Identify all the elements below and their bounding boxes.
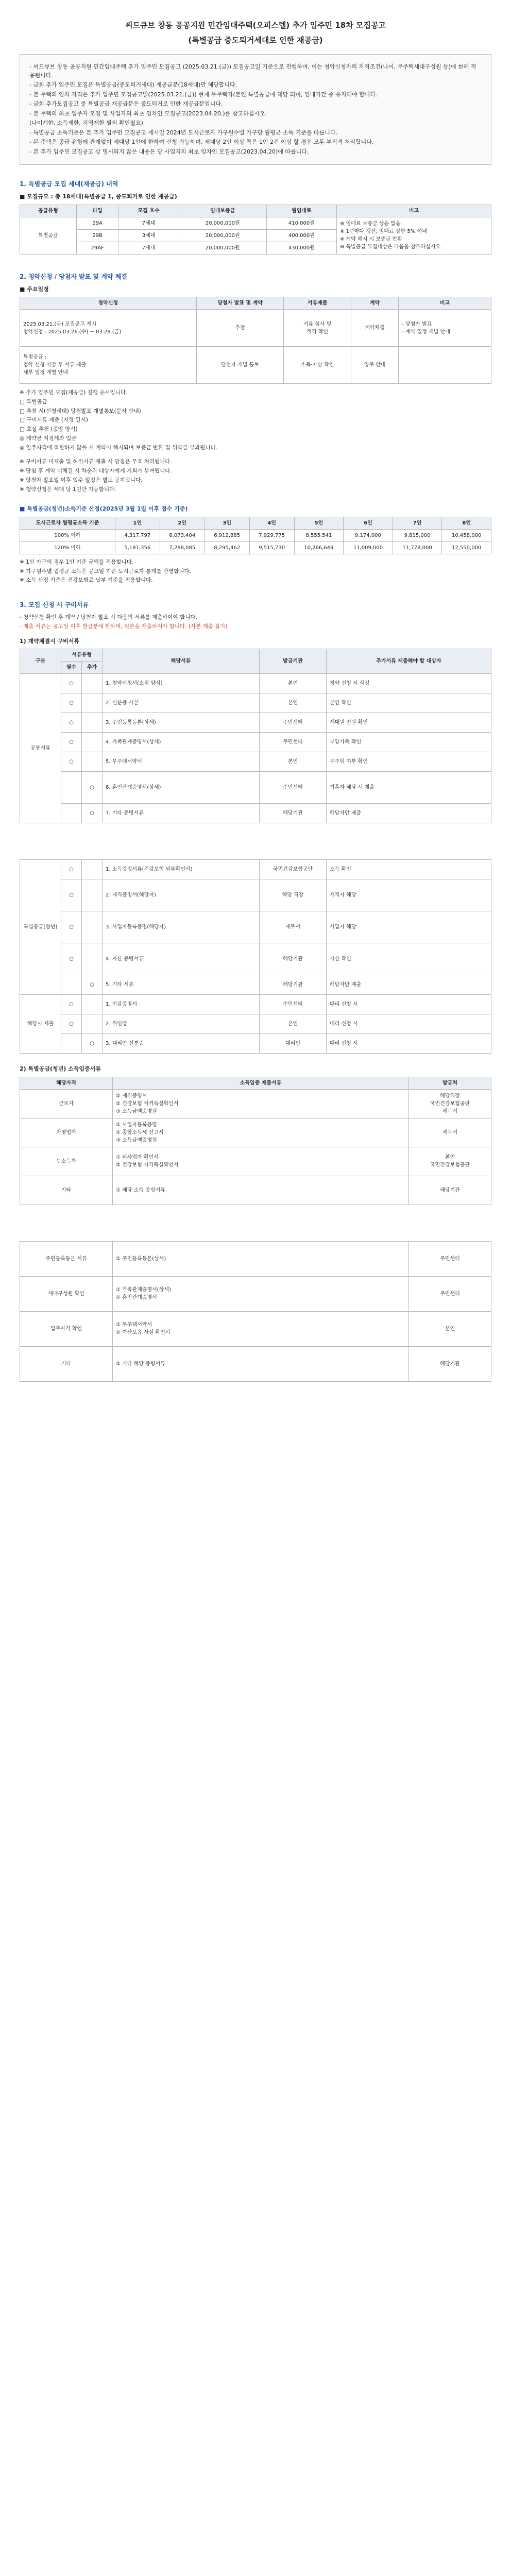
table-cell: ① 가족관계증명서(상세) ② 혼인관계증명서 [113, 1276, 409, 1311]
table-cell: 2. 신분증 사본 [103, 693, 260, 713]
section1-subtitle: ■ 모집규모 : 총 18세대(특별공급 1, 중도퇴거로 인한 재공급) [20, 193, 177, 200]
table-cell: 20,000,000원 [179, 217, 266, 229]
note-line: ※ 추가 입주민 모집(재공급) 진행 순서입니다. [20, 389, 128, 396]
table-cell: 사업자 해당 [327, 911, 491, 943]
col-header: 발급기관 [260, 649, 327, 674]
col-header: 1인 [115, 517, 160, 529]
table-cell: ○ [82, 975, 103, 995]
table-cell: - 당첨자 발표 - 계약 일정 개별 안내 [399, 310, 491, 347]
table-row [20, 911, 491, 943]
table-cell: 소득 확인 [327, 860, 491, 879]
col-header: 해당서류 [103, 649, 260, 674]
table-cell: 본인 확인 [327, 693, 491, 713]
table-cell: 주민등록등본 서류 [20, 1241, 113, 1276]
table-cell: 본인 [260, 752, 327, 772]
table-cell: 추첨 [196, 310, 284, 347]
col-header: 해당자격 [20, 1077, 113, 1089]
table-cell: 서류 심사 및 적격 확인 [284, 310, 351, 347]
table-cell: 부양가족 확인 [327, 733, 491, 752]
table-cell [82, 733, 103, 752]
table-cell: ① 기타 해당 증빙서류 [113, 1346, 409, 1381]
col-header: 도시근로자 월평균소득 기준 [20, 517, 115, 529]
table-row [20, 693, 491, 713]
table-row [20, 1241, 491, 1276]
doc-group-name: 공통서류 [20, 674, 61, 823]
table-cell [82, 879, 103, 911]
table-cell: 소득·자산 확인 [284, 347, 351, 384]
col-header: 월임대료 [266, 205, 336, 217]
table-row [20, 1034, 491, 1054]
notice-line: - 금회 추가모집공고 중 특별공급 재공급분은 중도퇴거로 인한 재공급분입니다. [29, 100, 223, 107]
note-line: □ 추첨 시(신청세대) 당첨발표 개별통보(문자 안내) [20, 408, 141, 414]
note-line: ◎ 계약금 지정계좌 입금 [20, 435, 77, 442]
note-line: ※ 소득 산정 기준은 건강보험료 납부 기준을 적용합니다. [20, 577, 153, 584]
col-header: 5인 [294, 517, 344, 529]
col-header: 4인 [249, 517, 294, 529]
table-cell: 8,295,462 [205, 541, 249, 554]
table-cell: 7세대 [118, 242, 179, 254]
table-cell: 본인 [260, 674, 327, 693]
table-cell: 7,288,085 [160, 541, 205, 554]
table-cell: 무소득자 [20, 1147, 113, 1176]
table-cell: 6. 혼인관계증명서(상세) [103, 772, 260, 804]
table-cell: 12,550,000 [442, 541, 491, 554]
col-header: 소득입증 제출서류 [113, 1077, 409, 1089]
table-cell: 본인 국민건강보험공단 [409, 1147, 491, 1176]
notice-line: - 특별공급 소득기준은 본 추가 입주민 모집공고 게시일 2024년 도시근로자 가구원수별 가구당 월평균 소득 기준을 따릅니다. [29, 129, 337, 136]
table-cell: 대리 신청 시 [327, 1014, 491, 1034]
table-cell: ○ [61, 995, 82, 1014]
table-row [20, 772, 491, 804]
table-cell: 대리 신청 시 [327, 995, 491, 1014]
note-line: ※ 당첨 후 계약 미체결 시 차순위 대상자에게 기회가 부여됩니다. [20, 468, 172, 474]
note-line: - 제출 서류는 공고일 이후 발급분에 한하며, 원본을 제출하여야 합니다. (사본 제출 불가) [20, 623, 228, 630]
table-cell [82, 693, 103, 713]
table-cell [61, 804, 82, 823]
table-cell: 주민센터 [260, 733, 327, 752]
table-cell: 2. 위임장 [103, 1014, 260, 1034]
table-row [20, 1311, 491, 1346]
table-cell: 근로자 [20, 1089, 113, 1118]
table-cell: 해당자만 제출 [327, 975, 491, 995]
notice-line: - 씨드큐브 창동 공공지원 민간임대주택 추가 입주민 모집공고 (2025.03.21.(금)) 모집공고일 기준으로 진행하며, 이는 청약신청자의 자격조건(나이, 무주택세대구성원 등)에 한해 적용됩니다. [29, 63, 476, 79]
table-cell: 청약 신청 시 작성 [327, 674, 491, 693]
col-header: 8인 [442, 517, 491, 529]
table-cell [61, 1034, 82, 1054]
table-cell: 계약체결 [351, 310, 398, 347]
table-cell: 120% 이하 [20, 541, 115, 554]
table-row [20, 975, 491, 995]
schedule-table [20, 297, 491, 384]
table-cell: ○ [61, 911, 82, 943]
documents-table-2 [20, 859, 491, 1054]
section2-title: 2. 청약신청 / 당첨자 발표 및 계약 체결 [20, 273, 127, 280]
table-cell: 해당기관 [260, 804, 327, 823]
table-row [20, 310, 491, 347]
table-cell: 20,000,000원 [179, 229, 266, 242]
table-cell: 29A [76, 217, 118, 229]
table-cell [82, 1014, 103, 1034]
table-cell: 특별공급 : 청약 신청 마감 후 서류 제출 세부 일정 개별 안내 [20, 347, 197, 384]
note-line: □ 특별공급 [20, 398, 47, 405]
table-cell: 1. 인감증명서 [103, 995, 260, 1014]
table-cell: 주민센터 [409, 1241, 491, 1276]
table-cell: 10,458,000 [442, 529, 491, 541]
docs-subtitle: 1) 계약체결시 구비서류 [20, 637, 79, 645]
table-row [20, 217, 491, 229]
col-header: 추가 [82, 662, 103, 674]
table-cell [82, 911, 103, 943]
table-cell: ○ [61, 943, 82, 975]
section3-intro [20, 614, 491, 631]
table-cell: 주민센터 [260, 713, 327, 733]
table-row [20, 804, 491, 823]
table-cell: 세대원 전원 확인 [327, 713, 491, 733]
table-cell [82, 713, 103, 733]
table-cell: ① 재직증명서 ② 건강보험 자격득실확인서 ③ 소득금액증명원 [113, 1089, 409, 1118]
table-cell: 세무서 [409, 1118, 491, 1147]
income-title: ■ 특별공급(청년)소득기준 산정(2025년 3월 1일 이후 접수 기준) [20, 505, 188, 513]
table-cell: 국민건강보험공단 [260, 860, 327, 879]
table-cell: ○ [61, 1014, 82, 1034]
notice-line: - 본 주택은 공급 유형에 관계없이 세대당 1인에 한하여 신청 가능하며, 세대당 2인 이상 특은 1인 2건 이상 할 경우 모두 부적격 처리합니다. [29, 139, 374, 145]
table-cell: 100% 이하 [20, 529, 115, 541]
table-row [20, 943, 491, 975]
table-row [20, 733, 491, 752]
table-row [20, 879, 491, 911]
table-cell: 해당기관 [409, 1176, 491, 1205]
col-header: 타입 [76, 205, 118, 217]
table-cell: 세대구성원 확인 [20, 1276, 113, 1311]
table-cell [61, 975, 82, 995]
notice-line: - 본 추가 입주민 모집공고 상 명시되지 않은 내용은 당 사업지의 최초 임차인 모집공고(2023.04.20)에 따릅니다. [29, 148, 309, 155]
col-header: 구분 [20, 649, 61, 674]
table-cell: 3. 사업자등록증명(해당자) [103, 911, 260, 943]
table-cell: 무주택 여부 확인 [327, 752, 491, 772]
col-header: 계약 [351, 297, 398, 310]
col-header: 3인 [205, 517, 249, 529]
table-row [20, 541, 491, 554]
table-cell: 430,000원 [266, 242, 336, 254]
section1-title: 1. 특별공급 모집 세대(재공급) 내역 [20, 180, 118, 188]
col-header: 추가서류 제출해야 할 대상자 [327, 649, 491, 674]
supply-remark: ※ 임대료 보증금 상승 없음 ※ 1년마다 갱신, 임대료 상한 5% 이내 ※ 계약 해지 시 보증금 반환 ※ 특별공급 모집대상은 다음을 참조하십시오. [337, 217, 491, 254]
table-cell: 6,073,404 [160, 529, 205, 541]
section3-title: 3. 모집 신청 시 구비서류 [20, 601, 89, 608]
table-cell: 29B [76, 229, 118, 242]
table-cell: 대리 신청 시 [327, 1034, 491, 1054]
income-table [20, 517, 491, 554]
table-cell: ① 해당 소득 증빙서류 [113, 1176, 409, 1205]
table-row [20, 529, 491, 541]
page-title: 씨드큐브 창동 공공지원 민간임대주택(오피스텔) 추가 입주민 18차 모집공고 [125, 21, 386, 30]
col-header: 2인 [160, 517, 205, 529]
table-row [20, 713, 491, 733]
col-header: 비고 [337, 205, 491, 217]
table-row [20, 347, 491, 384]
table-row [20, 752, 491, 772]
table-cell: 자산 확인 [327, 943, 491, 975]
table-cell: 4. 자산 증빙서류 [103, 943, 260, 975]
table-cell: ○ [82, 772, 103, 804]
col-header: 모집 호수 [118, 205, 179, 217]
table-cell: 본인 [409, 1311, 491, 1346]
table-cell: 11,009,000 [344, 541, 393, 554]
table-cell: 입주 안내 [351, 347, 398, 384]
table-cell: 기혼자 해당 시 제출 [327, 772, 491, 804]
table-cell [82, 860, 103, 879]
note-line: ※ 청약신청은 세대 당 1인만 가능합니다. [20, 486, 116, 493]
section2-subtitle: ■ 주요일정 [20, 285, 49, 293]
table-row [20, 1346, 491, 1381]
col-header: 6인 [344, 517, 393, 529]
table-row [20, 1089, 491, 1118]
note-line: □ 호실 추첨 (중앙 방식) [20, 426, 78, 432]
table-cell: 3. 주민등록등본(상세) [103, 713, 260, 733]
table-cell: 20,000,000원 [179, 242, 266, 254]
table-row [20, 1147, 491, 1176]
documents-table [20, 649, 491, 823]
notice-line: (나이계한, 소득제한, 지역제한 별외 확인필요) [29, 120, 143, 126]
table-cell: 3. 대리인 신분증 [103, 1034, 260, 1054]
table-cell: 기타 [20, 1176, 113, 1205]
table-cell: ○ [61, 693, 82, 713]
table-row [20, 860, 491, 879]
table-cell: 대리인 [260, 1034, 327, 1054]
table-cell: 7세대 [118, 217, 179, 229]
supply-category: 특별공급 [20, 217, 77, 254]
income-docs-table [20, 1077, 491, 1205]
table-row [20, 1118, 491, 1147]
notice-line: - 금회 추가 입주민 모집은 특별공급(중도퇴거세대) 재공급분(18세대)만 해당합니다. [29, 81, 237, 88]
notice-line: - 본 주택의 임차 자격은 추가 입주민 모집공고일(2025.03.21.(금)) 현재 무주택자(본인 특별공급에 해당 되며, 임대기간 중 유지해야 합니다. [29, 91, 378, 98]
table-row [20, 1276, 491, 1311]
table-cell: 3세대 [118, 229, 179, 242]
note-line: - 청약신청 확인 후 계약 / 당첨자 발표 시 다음의 서류를 제출하여야 합니다. [20, 614, 197, 620]
table-cell: 7. 기타 증빙서류 [103, 804, 260, 823]
note-line: ◎ 입주자격에 적합하지 않을 시 계약이 해지되며 보증금 반환 및 위약금 부과됩니다. [20, 444, 217, 451]
table-cell: 당첨자 개별 통보 [196, 347, 284, 384]
table-cell: 9,174,000 [344, 529, 393, 541]
col-header: 청약신청 [20, 297, 197, 310]
table-cell: 해당직장 국민건강보험공단 세무서 [409, 1089, 491, 1118]
table-cell: 1. 소득증빙서류(건강보험 납부확인서) [103, 860, 260, 879]
note-line: ※ 가구원수별 월평균 소득은 공고일 기준 도시근로자 통계를 반영합니다. [20, 568, 191, 574]
note-line: ※ 1인 가구의 경우 1인 기준 금액을 적용합니다. [20, 558, 134, 565]
table-cell: ○ [61, 752, 82, 772]
table-cell: 해당기관 [260, 975, 327, 995]
col-header: 비고 [399, 297, 491, 310]
table-cell: 세무서 [260, 911, 327, 943]
table-cell: 5. 기타 서류 [103, 975, 260, 995]
table-cell: 9,515,730 [249, 541, 294, 554]
table-cell [399, 347, 491, 384]
table-cell: ○ [61, 860, 82, 879]
table-cell: ○ [82, 804, 103, 823]
table-cell: 해당자만 제출 [327, 804, 491, 823]
table-cell [82, 995, 103, 1014]
table-cell: ① 사업자등록증명 ② 종합소득세 신고서 ③ 소득금액증명원 [113, 1118, 409, 1147]
table-row [20, 1176, 491, 1205]
col-header: 당첨자 발표 및 계약 [196, 297, 284, 310]
table-cell: 4,317,797 [115, 529, 160, 541]
additional-docs-table [20, 1241, 491, 1382]
supply-table [20, 205, 491, 255]
col-header: 서류제출 [284, 297, 351, 310]
table-cell: 5,181,356 [115, 541, 160, 554]
table-cell: ○ [82, 1034, 103, 1054]
table-cell: 5. 무주택서약서 [103, 752, 260, 772]
table-cell [82, 674, 103, 693]
table-cell: 재직자 해당 [327, 879, 491, 911]
table-cell: 자영업자 [20, 1118, 113, 1147]
col-header: 공급유형 [20, 205, 77, 217]
col-header: 발급처 [409, 1077, 491, 1089]
table-cell: 본인 [260, 693, 327, 713]
table-cell: 해당기관 [260, 943, 327, 975]
table-cell: 해당기관 [409, 1346, 491, 1381]
table-cell: ① 비사업자 확인서 ② 건강보험 자격득실확인서 [113, 1147, 409, 1176]
table-row [20, 995, 491, 1014]
table-cell: ○ [61, 674, 82, 693]
table-row [20, 674, 491, 693]
table-cell: ① 무주택서약서 ② 자산보유 사실 확인서 [113, 1311, 409, 1346]
table-cell: ○ [61, 713, 82, 733]
table-cell: ① 주민등록등본(상세) [113, 1241, 409, 1276]
table-cell [82, 943, 103, 975]
table-cell: 29AF [76, 242, 118, 254]
notice-box [20, 54, 491, 165]
table-cell: 1. 청약신청서(소정 양식) [103, 674, 260, 693]
doc-group-name: 특별공급(청년) [20, 860, 61, 995]
table-row [20, 1014, 491, 1034]
col-header: 임대보증금 [179, 205, 266, 217]
col-header: 7인 [393, 517, 442, 529]
schedule-notes [20, 389, 491, 452]
table-cell: 2. 재직증명서(해당자) [103, 879, 260, 911]
schedule-extra [20, 458, 491, 494]
table-cell: ○ [61, 733, 82, 752]
note-line: ※ 구비서류 미제출 및 허위서류 제출 시 당첨은 무효 처리됩니다. [20, 459, 172, 465]
table-cell: 6,912,885 [205, 529, 249, 541]
doc-group-name: 해당시 제출 [20, 995, 61, 1054]
table-cell: 10,266,649 [294, 541, 344, 554]
income-docs-subtitle: 2) 특별공급(청년) 소득입증서류 [20, 1065, 101, 1072]
table-cell: 9,815,000 [393, 529, 442, 541]
table-cell: ○ [61, 879, 82, 911]
table-cell: 4. 가족관계증명서(상세) [103, 733, 260, 752]
table-cell: 본인 [260, 1014, 327, 1034]
table-cell: 11,778,000 [393, 541, 442, 554]
notice-line: - 본 주택의 최초 입주자 모집 및 사업자의 최초 임차인 모집공고(2023.04.20.)를 참고하십시오. [29, 110, 267, 117]
table-cell: 입주자격 확인 [20, 1311, 113, 1346]
note-line: ※ 당첨자 발표일 이후 입주 일정은 별도 공지됩니다. [20, 477, 143, 483]
table-cell: 410,000원 [266, 217, 336, 229]
table-cell [61, 772, 82, 804]
table-cell: 7,929,775 [249, 529, 294, 541]
table-cell: 주민센터 [409, 1276, 491, 1311]
income-notes [20, 558, 491, 585]
table-cell [82, 752, 103, 772]
col-header: 필수 [61, 662, 82, 674]
table-cell: 400,000원 [266, 229, 336, 242]
note-line: □ 구비서류 제출 (지정 일시) [20, 417, 88, 423]
table-cell: 주민센터 [260, 995, 327, 1014]
table-cell: 해당 직장 [260, 879, 327, 911]
page-subtitle: (특별공급 중도퇴거세대로 인한 재공급) [188, 35, 323, 45]
col-header: 서류유형 [61, 649, 103, 662]
table-cell: 2025.03.21.(금) 모집공고 게시 청약신청 : 2025.03.26.(수) ~ 03.28.(금) [20, 310, 197, 347]
table-cell: 8,555,541 [294, 529, 344, 541]
table-cell: 주민센터 [260, 772, 327, 804]
table-cell: 기타 [20, 1346, 113, 1381]
